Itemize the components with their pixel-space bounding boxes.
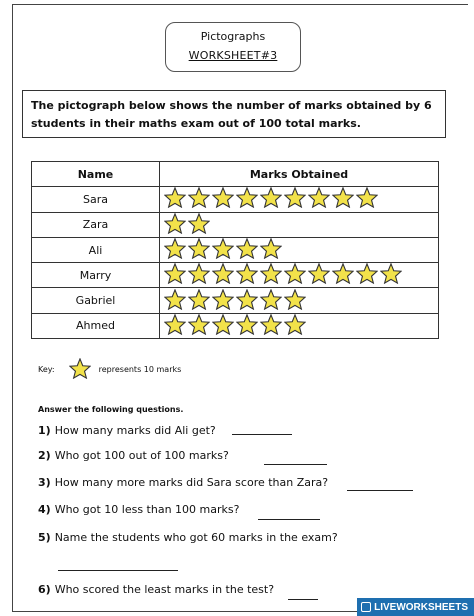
- star-icon: [356, 187, 378, 211]
- intro-text: The pictograph below shows the number of marks obtained by 6 students in their maths exam out of 100 total marks.: [22, 90, 446, 138]
- name-column-header: Name: [32, 162, 160, 187]
- star-icon: [260, 263, 282, 287]
- marks-stars: [160, 237, 439, 262]
- star-icon: [308, 187, 330, 211]
- star-icon: [236, 263, 258, 287]
- star-icon: [212, 187, 234, 211]
- star-icon: [236, 314, 258, 338]
- answer-blank-6[interactable]: [288, 599, 318, 600]
- pictograph-body: [32, 187, 439, 339]
- question-text: Who scored the least marks in the test?: [54, 583, 275, 596]
- question-1: [38, 424, 216, 437]
- answer-heading: Answer the following questions.: [38, 405, 184, 414]
- marks-stars: [160, 187, 439, 212]
- question-number: 6): [38, 583, 51, 596]
- answer-blank-3[interactable]: [347, 490, 413, 491]
- star-icon: [188, 314, 210, 338]
- student-name: Sara: [32, 187, 160, 212]
- star-icon: [260, 187, 282, 211]
- question-number: 2): [38, 449, 51, 462]
- key-label: Key:: [38, 365, 55, 374]
- star-icon: [188, 213, 210, 237]
- question-2: [38, 449, 229, 462]
- star-icon: [284, 289, 306, 313]
- table-row: [32, 212, 439, 237]
- table-row: [32, 187, 439, 212]
- star-icon: [212, 289, 234, 313]
- liveworksheets-logo: [357, 598, 474, 616]
- table-row: [32, 313, 439, 338]
- question-text: Name the students who got 60 marks in the exam?: [54, 531, 338, 544]
- question-6: [38, 583, 274, 596]
- marks-stars: [160, 263, 439, 288]
- question-text: How many more marks did Sara score than Zara?: [54, 476, 329, 489]
- star-icon: [356, 263, 378, 287]
- star-icon: [332, 187, 354, 211]
- star-icon: [188, 187, 210, 211]
- star-icon: [164, 213, 186, 237]
- liveworksheets-icon: [361, 602, 371, 612]
- worksheet-number: WORKSHEET#3: [188, 49, 278, 62]
- page-title: Pictographs: [200, 30, 266, 43]
- pictograph-table: [31, 161, 439, 339]
- table-header-row: [32, 162, 439, 187]
- star-icon: [164, 314, 186, 338]
- star-icon: [212, 314, 234, 338]
- star-icon: [332, 263, 354, 287]
- question-text: Who got 10 less than 100 marks?: [54, 503, 240, 516]
- star-icon: [284, 263, 306, 287]
- star-icon: [188, 263, 210, 287]
- question-text: How many marks did Ali get?: [54, 424, 216, 437]
- question-number: 4): [38, 503, 51, 516]
- star-icon: [164, 263, 186, 287]
- marks-stars: [160, 212, 439, 237]
- star-icon: [188, 289, 210, 313]
- star-icon: [212, 263, 234, 287]
- star-icon: [380, 263, 402, 287]
- question-5: [38, 531, 338, 544]
- star-icon: [164, 238, 186, 262]
- logo-text: LIVEWORKSHEETS: [374, 601, 468, 613]
- star-icon: [284, 314, 306, 338]
- star-icon: [236, 187, 258, 211]
- key-star-icon: [69, 358, 91, 381]
- student-name: Marry: [32, 263, 160, 288]
- question-4: [38, 503, 239, 516]
- star-icon: [260, 289, 282, 313]
- question-number: 3): [38, 476, 51, 489]
- star-icon: [236, 238, 258, 262]
- table-row: [32, 263, 439, 288]
- question-number: 5): [38, 531, 51, 544]
- title-box: [165, 22, 301, 72]
- answer-blank-2[interactable]: [264, 464, 327, 465]
- student-name: Zara: [32, 212, 160, 237]
- key-legend: [38, 358, 181, 381]
- star-icon: [212, 238, 234, 262]
- star-icon: [260, 238, 282, 262]
- student-name: Ahmed: [32, 313, 160, 338]
- question-text: Who got 100 out of 100 marks?: [54, 449, 229, 462]
- student-name: Ali: [32, 237, 160, 262]
- star-icon: [284, 187, 306, 211]
- marks-stars: [160, 288, 439, 313]
- marks-stars: [160, 313, 439, 338]
- star-icon: [164, 187, 186, 211]
- key-text: represents 10 marks: [98, 365, 182, 374]
- star-icon: [308, 263, 330, 287]
- star-icon: [164, 289, 186, 313]
- marks-column-header: Marks Obtained: [160, 162, 439, 187]
- table-row: [32, 288, 439, 313]
- answer-blank-5[interactable]: [58, 570, 178, 571]
- answer-blank-4[interactable]: [258, 519, 320, 520]
- star-icon: [236, 289, 258, 313]
- star-icon: [188, 238, 210, 262]
- answer-blank-1[interactable]: [232, 434, 292, 435]
- question-3: [38, 476, 328, 489]
- question-number: 1): [38, 424, 51, 437]
- student-name: Gabriel: [32, 288, 160, 313]
- table-row: [32, 237, 439, 262]
- star-icon: [260, 314, 282, 338]
